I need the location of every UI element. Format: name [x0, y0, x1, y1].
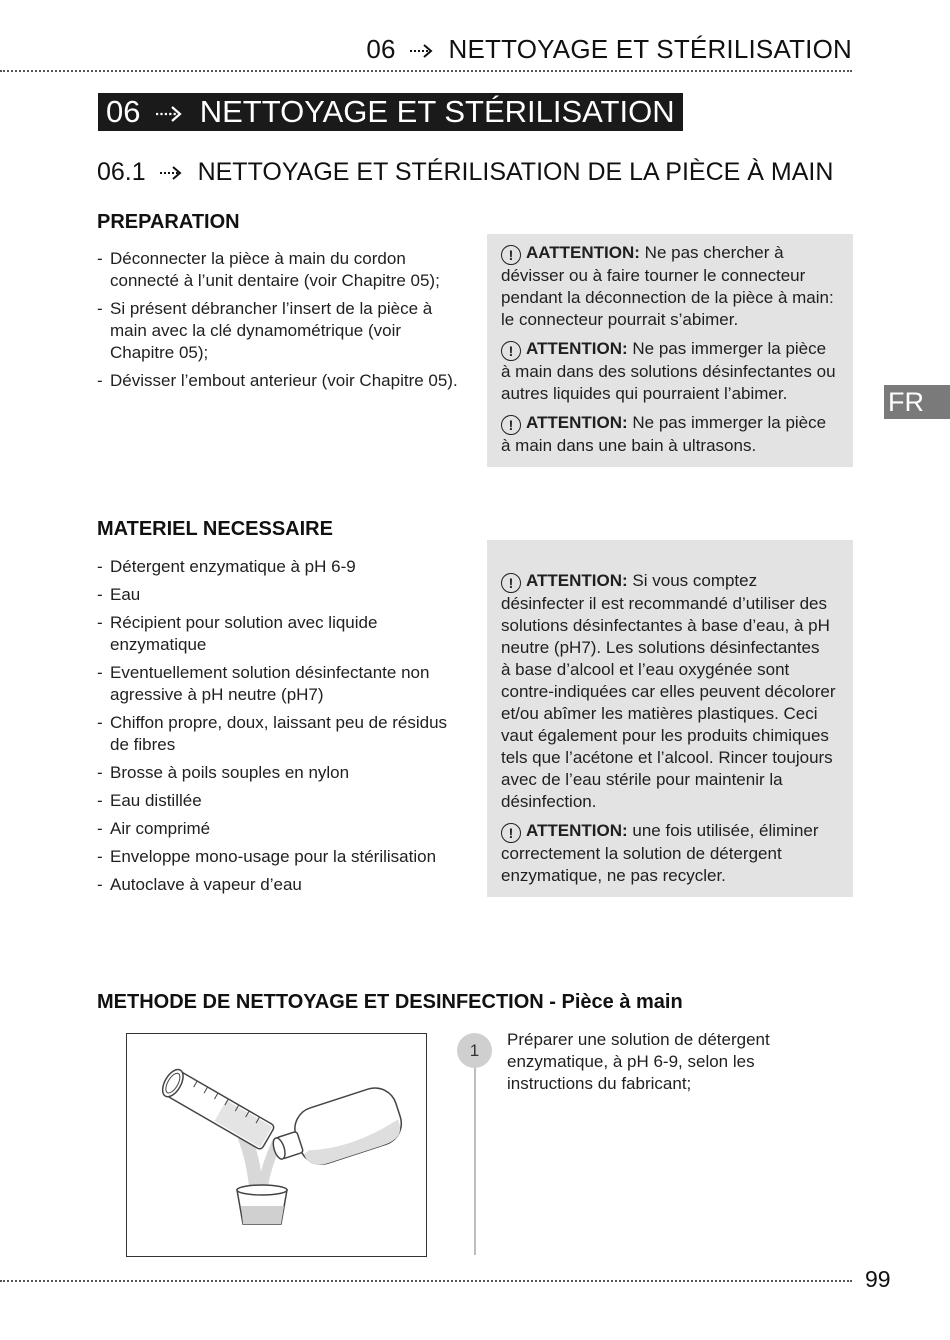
methode-heading-main: METHODE DE NETTOYAGE ET DESINFECTION — [97, 991, 544, 1013]
bottle — [265, 1082, 407, 1177]
list-item: - Récipient pour solution avec liquide enzymatique — [97, 612, 462, 656]
running-header — [366, 34, 852, 65]
warning-paragraph — [501, 412, 839, 457]
section-title-text: NETTOYAGE ET STÉRILISATION DE LA PIÈCE À MAIN — [197, 158, 834, 186]
running-header-title: NETTOYAGE ET STÉRILISATION — [448, 34, 852, 64]
exclamation-circle-icon: ! — [501, 823, 521, 843]
preparation-heading: PREPARATION — [97, 211, 240, 233]
list-item: - Eau distillée — [97, 790, 462, 812]
materiel-list — [97, 556, 462, 902]
methode-heading — [97, 991, 683, 1014]
warning-paragraph — [501, 548, 839, 813]
warning-label: ATTENTION: — [526, 339, 628, 358]
illustration-frame — [126, 1033, 427, 1257]
list-item: - Dévisser l’embout anterieur (voir Chapitre 05). — [97, 370, 462, 392]
warning-text: Ne pas chercher à dévisser ou à faire tourner le connecteur pendant la déconnection de la pièce à main: le connecteur pourrait s’abimer. — [501, 243, 834, 329]
dotted-arrow-icon — [159, 165, 185, 181]
warning-label: ATTENTION: — [526, 821, 628, 840]
warning-text: Ne pas immerger la pièce à main dans une bain à ultrasons. — [501, 413, 827, 455]
list-item: - Air comprimé — [97, 818, 462, 840]
warning-paragraph — [501, 242, 839, 331]
warning-paragraph — [501, 338, 839, 405]
warning-label: AATTENTION: — [526, 243, 640, 262]
graduated-cylinder — [158, 1066, 275, 1151]
chapter-title — [98, 93, 683, 131]
exclamation-circle-icon: ! — [501, 415, 521, 435]
section-title — [97, 158, 833, 187]
dotted-arrow-icon — [155, 105, 185, 123]
step-number-badge: 1 — [457, 1033, 492, 1068]
warning-text: Si vous comptez désinfecter il est recommandé d’utiliser des solutions désinfectantes à base d’eau, à pH neutre (pH7). Les solutions désinfectantes à base d’alcool et l’eau oxygénée sont contre-indiquées car elles peuvent décolorer et/ou abîmer les matières plastiques. Ceci vaut également pour les produits chimiques tels que l’acétone et l’alcool. Rincer toujours avec de l’eau stérile pour maintenir la désinfection. — [501, 571, 836, 811]
exclamation-circle-icon: ! — [501, 245, 521, 265]
list-item: - Si présent débrancher l’insert de la pièce à main avec la clé dynamométrique (voir Chapitre 05); — [97, 298, 462, 364]
warning-paragraph — [501, 820, 839, 887]
language-tab: FR — [884, 385, 950, 419]
list-item: - Eau — [97, 584, 462, 606]
preparation-warning-box — [487, 234, 853, 467]
warning-label: ATTENTION: — [526, 571, 628, 590]
list-item: - Eventuellement solution désinfectante non agressive à pH neutre (pH7) — [97, 662, 462, 706]
preparation-list — [97, 248, 462, 398]
running-header-number: 06 — [366, 34, 396, 64]
list-item: - Déconnecter la pièce à main du cordon connecté à l’unit dentaire (voir Chapitre 05); — [97, 248, 462, 292]
cup — [237, 1185, 287, 1224]
page-number: 99 — [865, 1266, 891, 1292]
materiel-warning-box — [487, 540, 853, 897]
header-divider — [0, 70, 852, 72]
warning-label: ATTENTION: — [526, 413, 628, 432]
step-instruction: Préparer une solution de détergent enzymatique, à pH 6-9, selon les instructions du fabricant; — [507, 1030, 770, 1093]
step-timeline — [474, 1040, 476, 1255]
dotted-arrow-icon — [409, 43, 435, 59]
list-item: - Brosse à poils souples en nylon — [97, 762, 462, 784]
chapter-number: 06 — [106, 94, 141, 129]
list-item: - Enveloppe mono-usage pour la stérilisation — [97, 846, 462, 868]
warning-text: une fois utilisée, éliminer correctement la solution de détergent enzymatique, ne pas recycler. — [501, 821, 819, 885]
methode-heading-rest: - Pièce à main — [543, 991, 683, 1013]
list-item: - Autoclave à vapeur d’eau — [97, 874, 462, 896]
section-number: 06.1 — [97, 158, 146, 186]
exclamation-circle-icon: ! — [501, 341, 521, 361]
list-item: - Chiffon propre, doux, laissant peu de résidus de fibres — [97, 712, 462, 756]
footer-divider — [0, 1280, 852, 1282]
list-item: - Détergent enzymatique à pH 6-9 — [97, 556, 462, 578]
exclamation-circle-icon: ! — [501, 573, 521, 593]
materiel-heading: MATERIEL NECESSAIRE — [97, 518, 333, 540]
warning-text: Ne pas immerger la pièce à main dans des solutions désinfectantes ou autres liquides qui pourraient l’abimer. — [501, 339, 836, 403]
chapter-title-text: NETTOYAGE ET STÉRILISATION — [199, 94, 675, 129]
pouring-illustration — [127, 1034, 426, 1256]
